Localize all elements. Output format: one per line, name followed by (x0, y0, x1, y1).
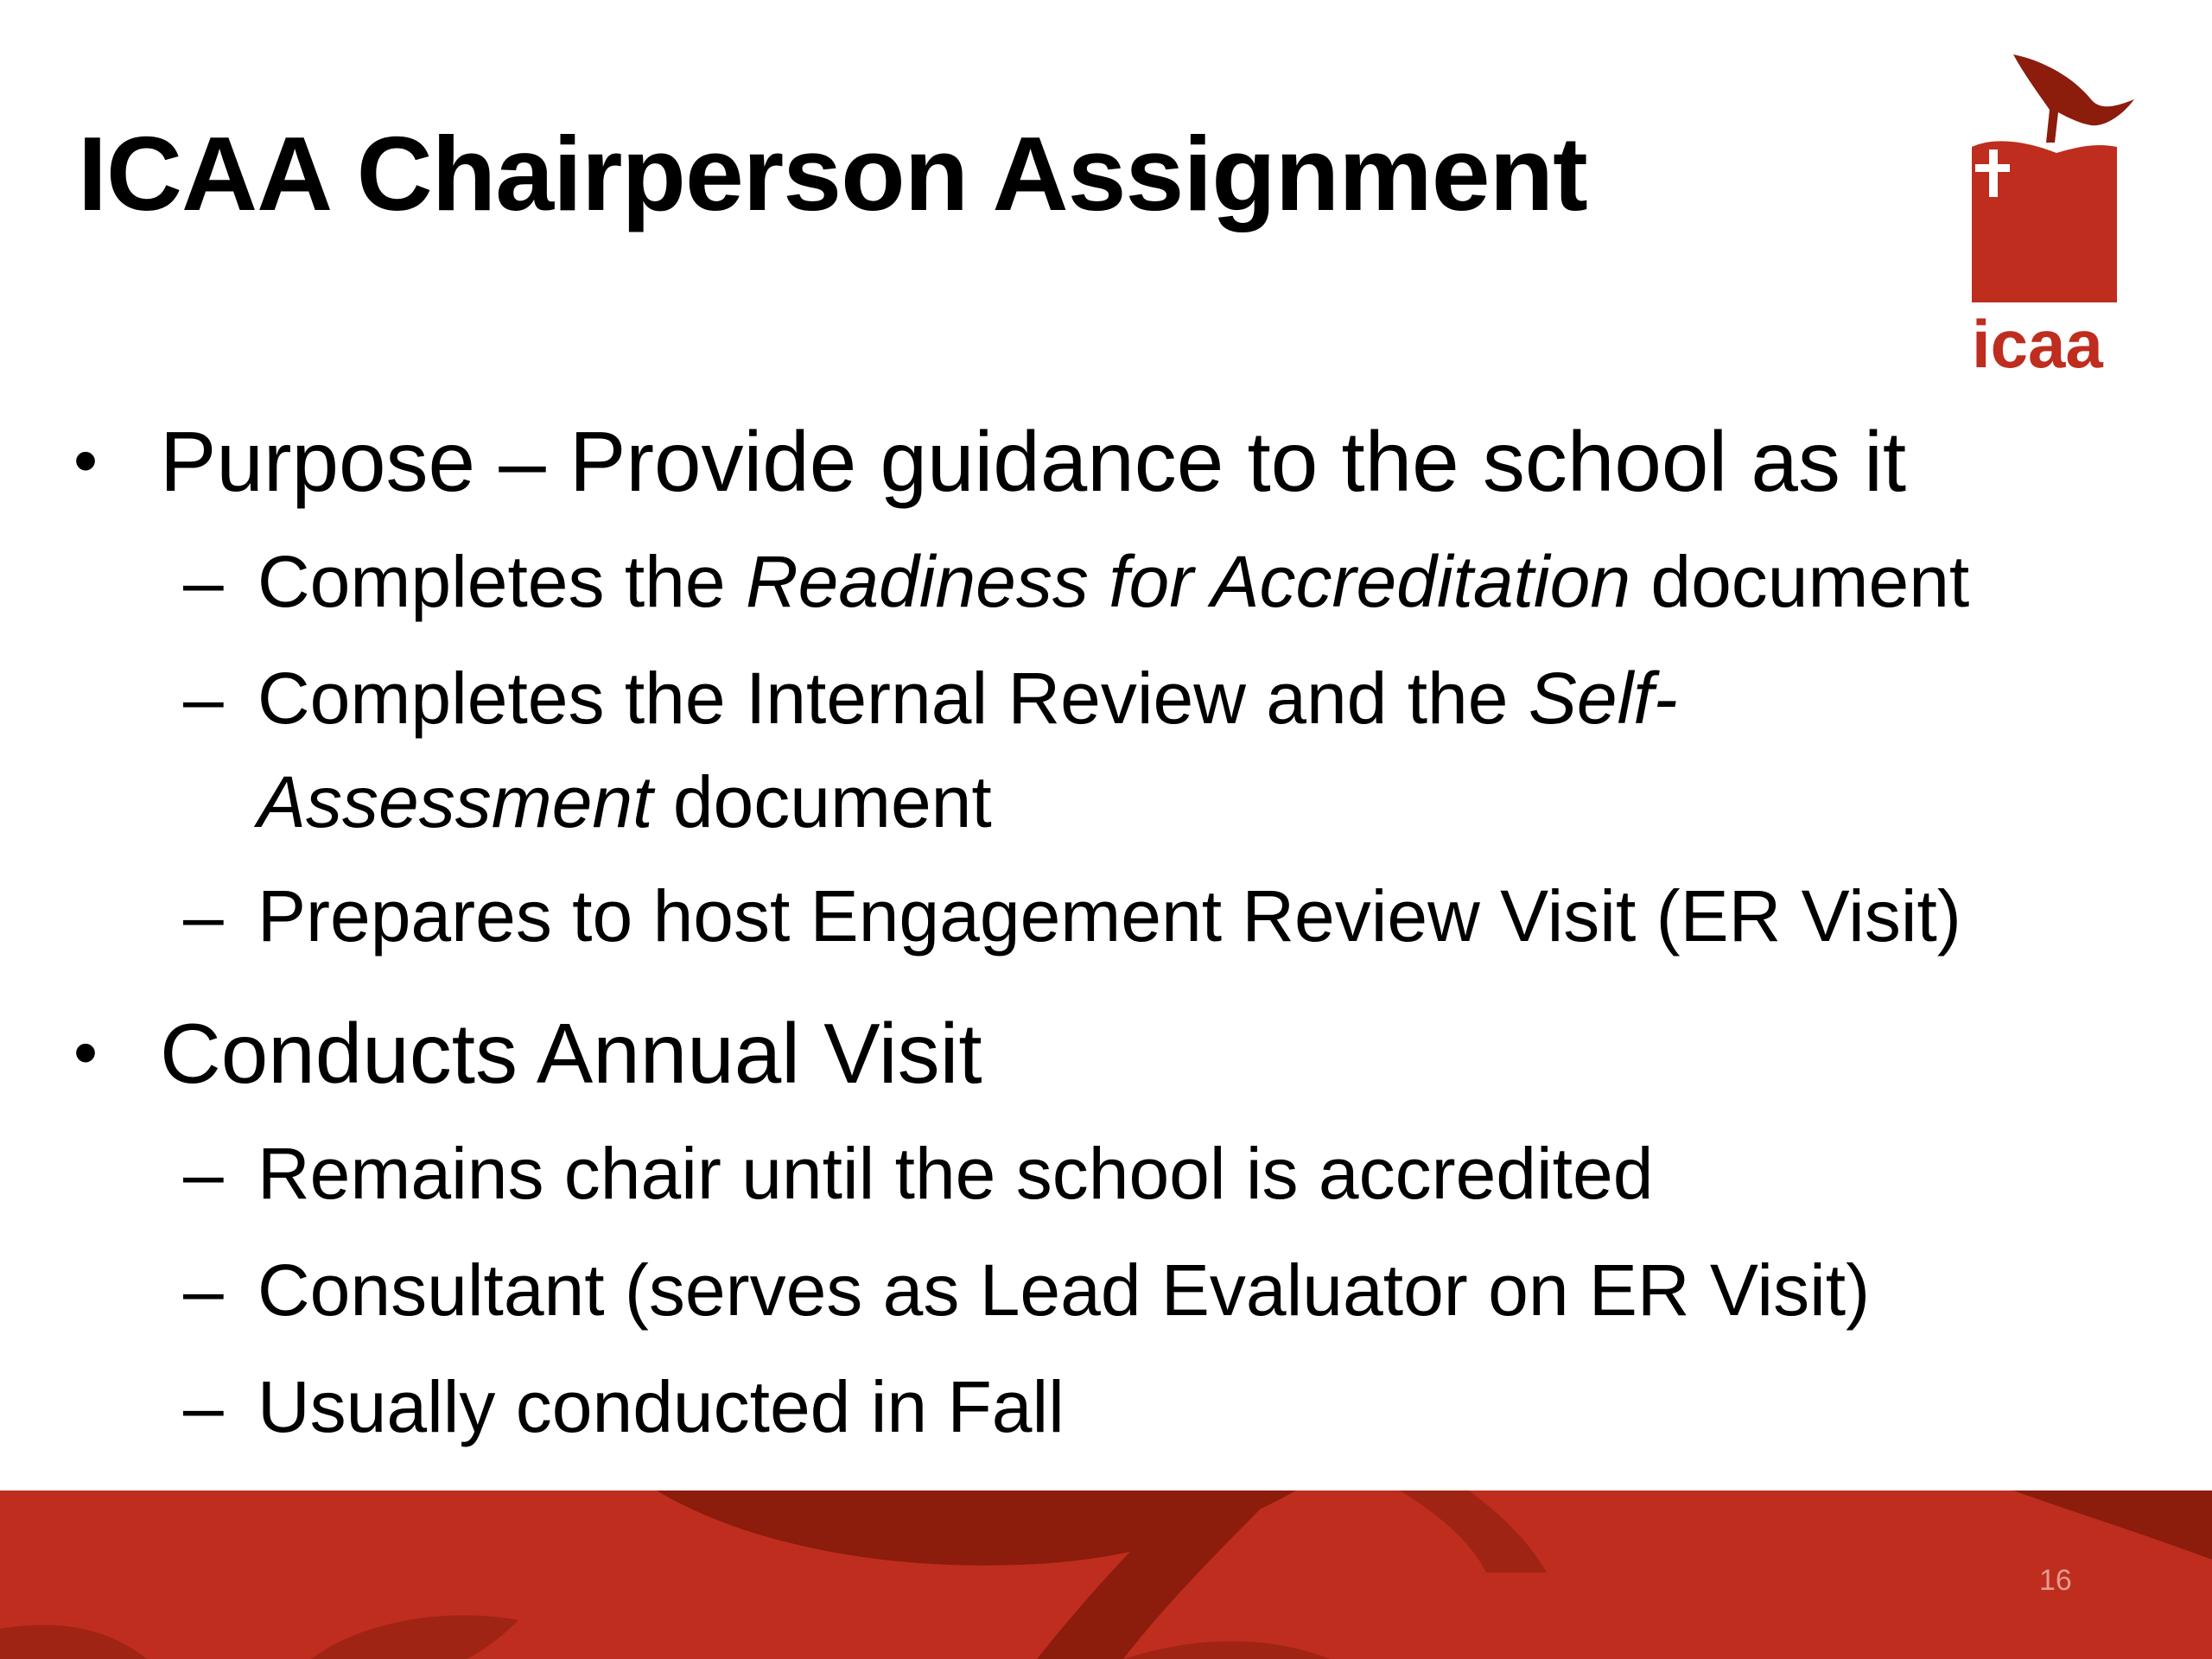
sub-bullet-continuation (257, 752, 992, 854)
sub-bullet-text: Prepares to host Engagement Review Visit (ER Visit) (257, 875, 1961, 957)
svg-text:icaa: icaa (1972, 306, 2103, 376)
sub-bullet-item (183, 866, 1961, 968)
dash-marker: – (183, 875, 224, 957)
sub-bullet-italic: Readiness for Accreditation (745, 541, 1631, 622)
slide-title: ICAA Chairperson Assignment (78, 115, 1587, 232)
sub-bullet-text: Completes the Internal Review and the (257, 658, 1529, 739)
sub-bullet-text-end: document (652, 761, 992, 842)
sub-bullet-item (183, 1357, 1065, 1459)
bullet-marker: • (73, 422, 99, 499)
bullet-item (73, 414, 1907, 509)
bullet-marker: • (73, 1014, 99, 1090)
sub-bullet-item (183, 1240, 1871, 1342)
footer-band (0, 1491, 2212, 1659)
sub-bullet-text: Usually conducted in Fall (257, 1366, 1065, 1447)
dash-marker: – (183, 1366, 224, 1447)
bullet-text: Conducts Annual Visit (160, 1006, 982, 1101)
footer-decoration (0, 1491, 2212, 1659)
sub-bullet-item (183, 648, 1678, 750)
dash-marker: – (183, 541, 224, 622)
sub-bullet-text: Completes the (257, 541, 746, 622)
sub-bullet-text: Consultant (serves as Lead Evaluator on ER Visit) (257, 1249, 1871, 1331)
page-number: 16 (2039, 1564, 2072, 1597)
dash-marker: – (183, 658, 224, 739)
sub-bullet-italic: Self- (1528, 658, 1678, 739)
bullet-item (73, 1006, 982, 1101)
dash-marker: – (183, 1249, 224, 1331)
sub-bullet-item (183, 531, 1970, 633)
sub-bullet-text-end: document (1630, 541, 1970, 622)
sub-bullet-italic: Assessment (257, 761, 653, 842)
sub-bullet-item (183, 1123, 1654, 1225)
sub-bullet-text: Remains chair until the school is accredited (257, 1133, 1654, 1214)
bullet-text: Purpose – Provide guidance to the school as it (160, 414, 1907, 509)
dash-marker: – (183, 1133, 224, 1214)
